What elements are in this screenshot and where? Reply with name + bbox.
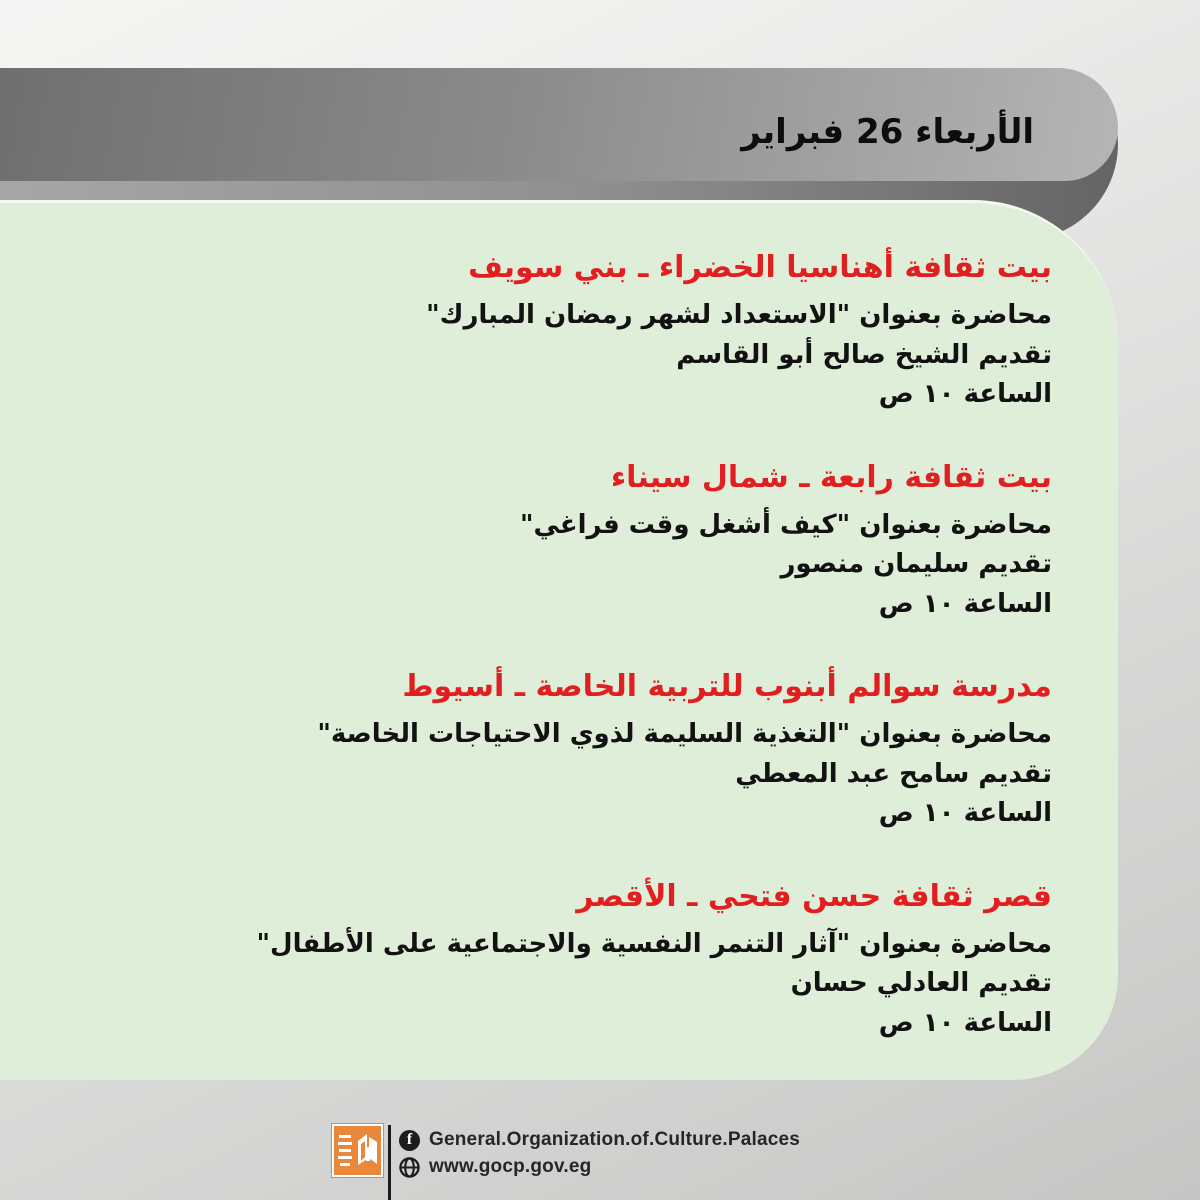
facebook-row bbox=[399, 1128, 800, 1152]
events-panel bbox=[0, 200, 1118, 1080]
globe-icon bbox=[399, 1157, 420, 1178]
event-lecture: محاضرة بعنوان "الاستعداد لشهر رمضان المبارك" bbox=[426, 300, 1052, 330]
event-lecture: محاضرة بعنوان "آثار التنمر النفسية والاجتماعية على الأطفال" bbox=[256, 928, 1052, 959]
event-presenter: تقديم الشيخ صالح أبو القاسم bbox=[676, 339, 1052, 370]
event-venue: قصر ثقافة حسن فتحي ـ الأقصر bbox=[576, 878, 1052, 914]
event-venue: بيت ثقافة أهناسيا الخضراء ـ بني سويف bbox=[468, 250, 1052, 285]
event-venue: بيت ثقافة رابعة ـ شمال سيناء bbox=[610, 459, 1052, 495]
footer bbox=[331, 1123, 800, 1200]
event-presenter: تقديم سليمان منصور bbox=[780, 549, 1052, 580]
website-row bbox=[399, 1155, 800, 1179]
event-card bbox=[36, 669, 1052, 834]
banner-date-label: الأربعاء 26 فبراير bbox=[741, 111, 1034, 152]
gocp-logo bbox=[331, 1123, 384, 1178]
event-time: الساعة ١٠ ص bbox=[878, 1007, 1052, 1038]
footer-contact bbox=[399, 1123, 800, 1179]
event-card bbox=[36, 460, 1052, 625]
event-lecture: محاضرة بعنوان "التغذية السليمة لذوي الاحتياجات الخاصة" bbox=[317, 719, 1052, 750]
facebook-icon: f bbox=[399, 1130, 420, 1151]
event-venue: مدرسة سوالم أبنوب للتربية الخاصة ـ أسيوط bbox=[402, 669, 1052, 705]
event-card bbox=[36, 879, 1052, 1044]
facebook-page-name: General.Organization.of.Culture.Palaces bbox=[429, 1129, 801, 1150]
event-time: الساعة ١٠ ص bbox=[878, 379, 1052, 410]
event-card bbox=[36, 250, 1052, 415]
event-lecture: محاضرة بعنوان "كيف أشغل وقت فراغي" bbox=[520, 509, 1052, 540]
event-time: الساعة ١٠ ص bbox=[878, 588, 1052, 619]
event-presenter: تقديم العادلي حسان bbox=[790, 968, 1052, 999]
date-banner bbox=[0, 68, 1118, 181]
event-presenter: تقديم سامح عبد المعطي bbox=[735, 758, 1052, 789]
footer-divider bbox=[388, 1125, 391, 1200]
event-time: الساعة ١٠ ص bbox=[878, 798, 1052, 829]
website-url: www.gocp.gov.eg bbox=[429, 1156, 592, 1177]
